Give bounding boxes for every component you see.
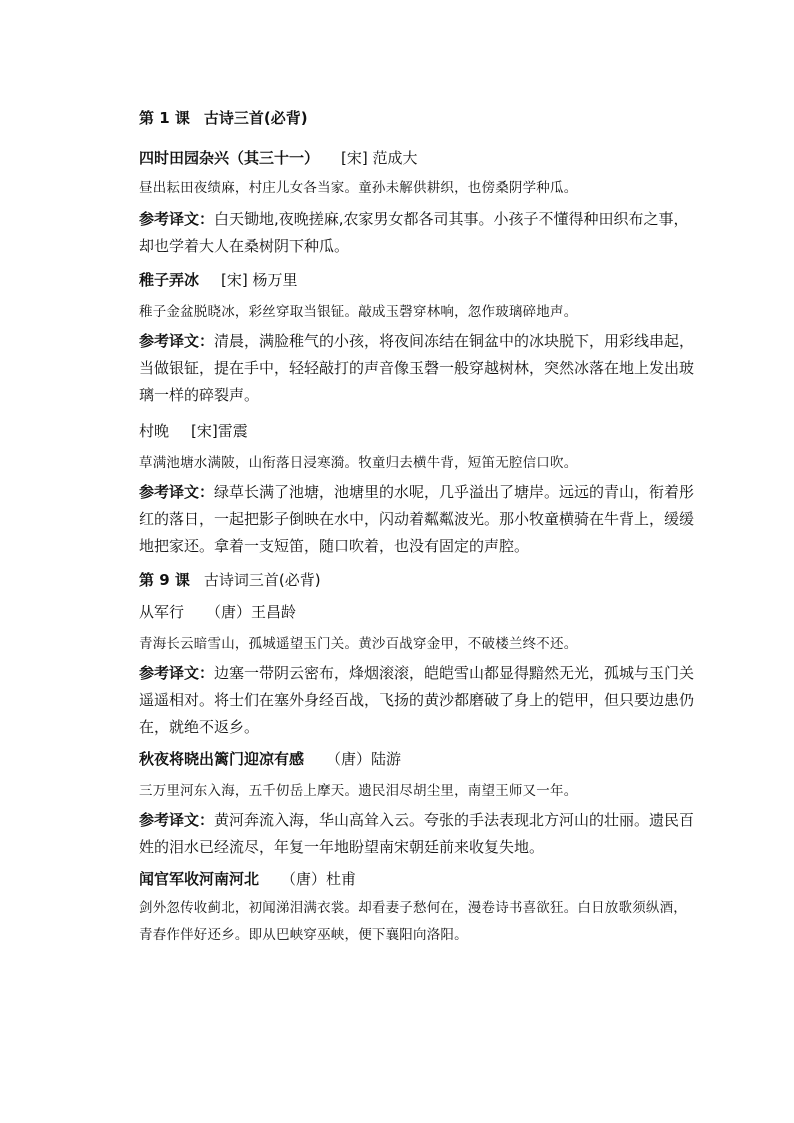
translation-label: 参考译文： xyxy=(139,210,215,228)
lesson-1-heading xyxy=(139,108,699,128)
poem-text: 昼出耘田夜绩麻，村庄儿女各当家。童孙未解供耕织，也傍桑阴学种瓜。 xyxy=(139,180,578,196)
document-page xyxy=(139,98,699,949)
poem-title xyxy=(139,602,699,622)
lesson-1-number: 第 1 课 xyxy=(139,109,190,127)
poem-author: （唐）陆游 xyxy=(326,750,402,768)
translation xyxy=(139,660,699,741)
translation-text: 清晨，满脸稚气的小孩，将夜间冻结在铜盆中的冰块脱下，用彩线串起，当做银钲，提在手中，轻轻敲打的声音像玉磬一般穿越树林，突然冰落在地上发出玻璃一样的碎裂声。 xyxy=(139,332,695,404)
translation-text: 边塞一带阴云密布，烽烟滚滚，皑皑雪山都显得黯然无光，孤城与玉门关遥遥相对。将士们在塞外身经百战，飞扬的黄沙都磨破了身上的铠甲，但只要边患仍在，就绝不返乡。 xyxy=(139,664,695,736)
poem-title xyxy=(139,749,699,769)
poem-title xyxy=(139,270,699,290)
poem-author: （唐）王昌龄 xyxy=(206,603,297,621)
lesson-9-title: 古诗词三首(必背) xyxy=(203,571,321,589)
poem-name: 村晚 xyxy=(139,422,170,440)
lesson-1-title: 古诗三首(必背) xyxy=(203,109,308,127)
translation xyxy=(139,479,699,560)
poem-author: [宋] 杨万里 xyxy=(221,271,298,289)
poem-name: 从军行 xyxy=(139,603,185,621)
poem-text: 草满池塘水满陂，山衔落日浸寒漪。牧童归去横牛背，短笛无腔信口吹。 xyxy=(139,455,578,471)
poem-name: 稚子弄冰 xyxy=(139,271,200,289)
translation-label: 参考译文： xyxy=(139,332,215,350)
translation-label: 参考译文： xyxy=(139,811,215,829)
poem-title xyxy=(139,869,699,889)
poem-name: 四时田园杂兴（其三十一） xyxy=(139,149,320,167)
translation-text: 黄河奔流入海，华山高耸入云。夸张的手法表现北方河山的壮丽。遗民百姓的泪水已经流尽，年复一年地盼望南宋朝廷前来收复失地。 xyxy=(139,811,695,856)
poem-author: （唐）杜甫 xyxy=(281,870,357,888)
poem-name: 秋夜将晓出篱门迎凉有感 xyxy=(139,750,305,768)
translation-text: 白天锄地,夜晚搓麻,农家男女都各司其事。小孩子不懂得种田织布之事，却也学着大人在桑树阴下种瓜。 xyxy=(139,210,689,255)
poem-text: 青海长云暗雪山，孤城遥望玉门关。黄沙百战穿金甲，不破楼兰终不还。 xyxy=(139,636,578,652)
poem-title xyxy=(139,421,699,441)
translation-text: 绿草长满了池塘，池塘里的水呢，几乎溢出了塘岸。远远的青山，衔着彤红的落日，一起把影子倒映在水中，闪动着粼粼波光。那小牧童横骑在牛背上，缓缓地把家还。拿着一支短笛，随口吹着，也没有固定的声腔。 xyxy=(139,483,695,555)
lesson-9-number: 第 9 课 xyxy=(139,571,190,589)
translation-label: 参考译文： xyxy=(139,664,215,682)
poem-author: [宋] 范成大 xyxy=(341,149,418,167)
translation xyxy=(139,206,699,260)
poem-author: [宋]雷震 xyxy=(191,422,248,440)
poem-text: 三万里河东入海，五千仞岳上摩天。遗民泪尽胡尘里，南望王师又一年。 xyxy=(139,783,578,799)
lesson-9-heading xyxy=(139,570,699,590)
poem-title xyxy=(139,148,699,168)
poem-name: 闻官军收河南河北 xyxy=(139,870,260,888)
poem-text: 稚子金盆脱晓冰，彩丝穿取当银钲。敲成玉磬穿林响，忽作玻璃碎地声。 xyxy=(139,304,578,320)
poem-text: 剑外忽传收蓟北，初闻涕泪满衣裳。却看妻子愁何在，漫卷诗书喜欲狂。白日放歌须纵酒，青春作伴好还乡。即从巴峡穿巫峡，便下襄阳向洛阳。 xyxy=(139,900,687,943)
translation xyxy=(139,807,699,861)
translation xyxy=(139,328,699,409)
translation-label: 参考译文： xyxy=(139,483,215,501)
